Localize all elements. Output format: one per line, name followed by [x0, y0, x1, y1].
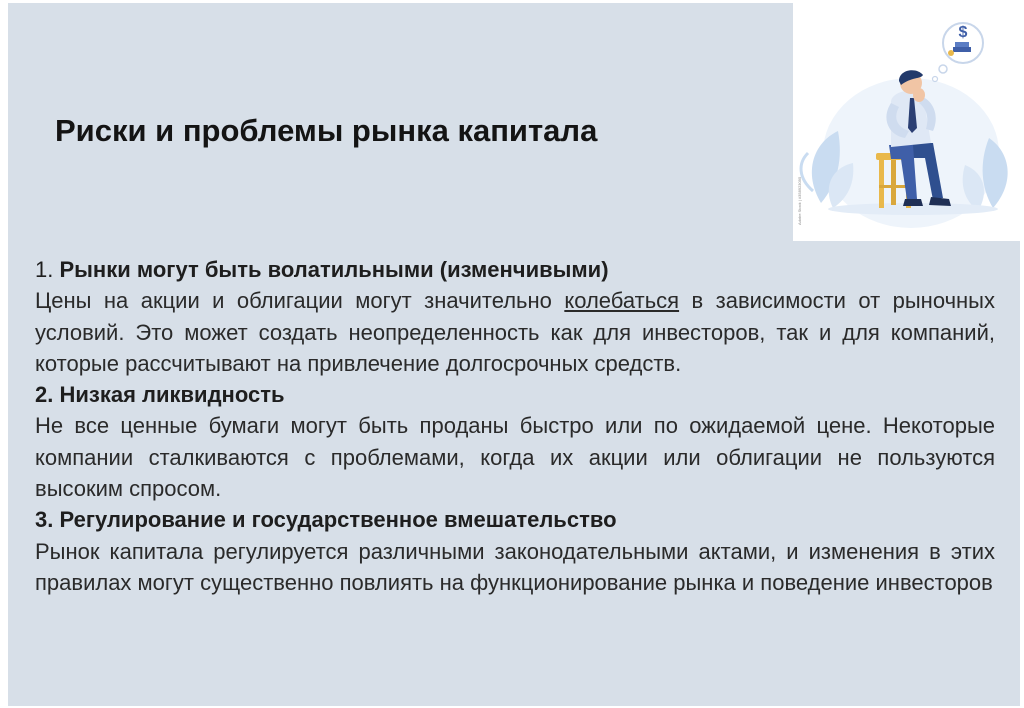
- section-text-2: Не все ценные бумаги могут быть проданы быстро или по ожидаемой цене. Некоторые компании сталкиваются с проблемами, когда их акции или облигации не пользуются высоким спросом.: [35, 413, 995, 502]
- section-text-1-part-b: в зависимости от рыночных условий. Это может создать неопределенность как для инвесторов, так и для компаний, которые рассчитывают на привлечение долгосрочных средств.: [35, 288, 995, 376]
- section-heading-2: [35, 379, 995, 410]
- section-text-3: Рынок капитала регулируется различными законодательными актами, и изменения в этих правилах могут существенно повлиять на функционирование рынка и поведение инвесторов: [35, 538, 995, 595]
- section-number-3: 3.: [35, 507, 54, 533]
- section-title-2: Низкая ликвидность: [53, 382, 285, 408]
- section-text-1: [35, 285, 995, 379]
- section-title-1: Рынки могут быть волатильными (изменчивыми): [53, 257, 609, 282]
- worried-investor-illustration: [793, 3, 1020, 241]
- slide: [8, 3, 1020, 706]
- section-number-2: 2.: [35, 382, 54, 408]
- section-number-1: 1.: [35, 257, 54, 282]
- content-body: [35, 254, 995, 598]
- svg-text:$: $: [958, 24, 968, 41]
- worried-investor-image: [793, 3, 1020, 241]
- section-heading-3: [35, 504, 995, 535]
- section-title-3: Регулирование и государственное вмешательство: [53, 507, 617, 533]
- section-text-1-part-a: Цены на акции и облигации могут значительно: [35, 288, 565, 314]
- svg-text:Adobe Stock | #358923095: Adobe Stock | #358923095: [797, 176, 802, 225]
- underlined-word: колебаться: [564, 288, 680, 314]
- slide-title: Риски и проблемы рынка капитала: [55, 113, 598, 148]
- section-heading-1: [35, 254, 995, 285]
